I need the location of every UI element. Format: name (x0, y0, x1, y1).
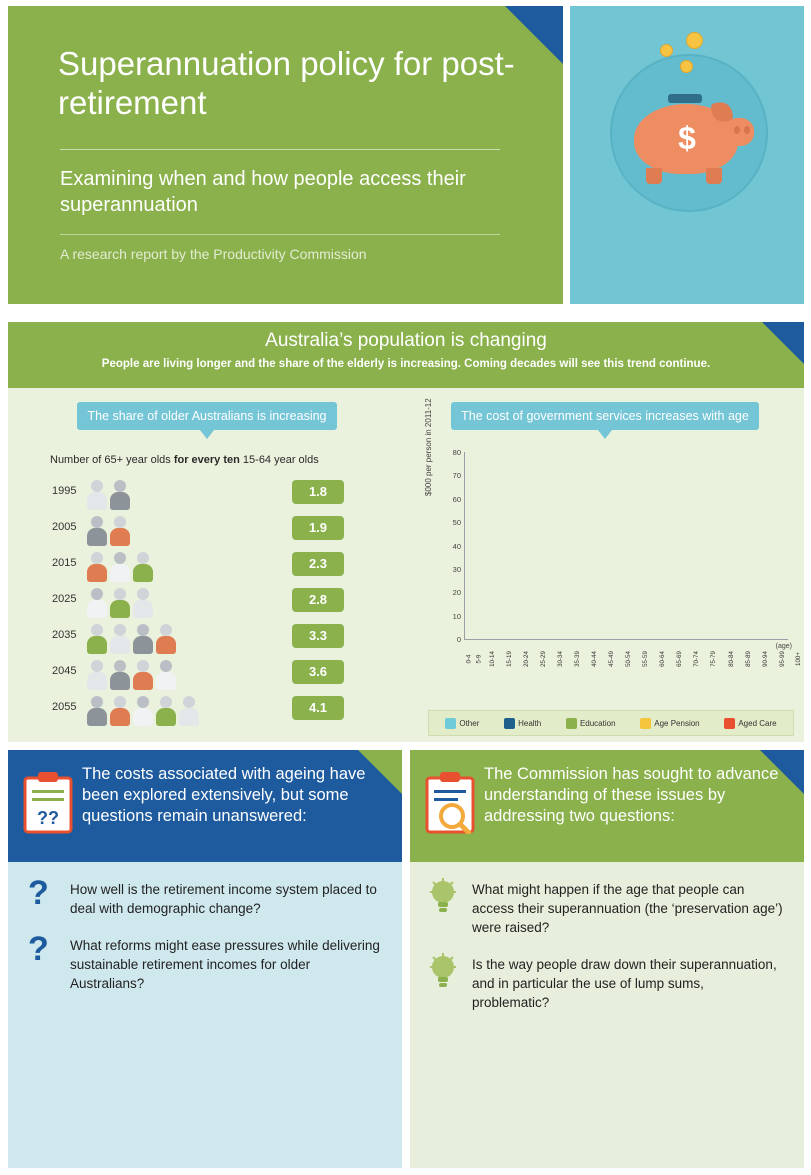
chart-y-tick: 50 (452, 518, 461, 528)
population-band (8, 322, 804, 388)
ratio-caption-post: 15-64 year olds (239, 454, 319, 466)
questions-section (8, 750, 804, 1168)
person-icon (109, 622, 131, 654)
ratio-year: 2055 (52, 701, 77, 713)
person-icon (155, 622, 177, 654)
chart-x-tick: 35-39 (574, 651, 582, 667)
chart-x-tick: 70-74 (693, 651, 701, 667)
ratio-row (8, 584, 406, 620)
chart-x-tick: 20-24 (523, 651, 531, 667)
person-icon (109, 478, 131, 510)
person-icons (86, 622, 178, 654)
question-item (410, 937, 804, 1012)
coins-icon (640, 718, 651, 729)
ratio-year: 2015 (52, 557, 77, 569)
person-icon (132, 658, 154, 690)
chart-y-tick: 0 (456, 635, 461, 644)
chart-y-axis-label: $000 per person in 2011-12 (424, 398, 433, 496)
person-icon (86, 478, 108, 510)
legend-item (724, 718, 776, 729)
chart-x-tick: 50-54 (625, 651, 633, 667)
unanswered-questions-column (8, 750, 402, 1168)
clipboard-question-icon (22, 772, 74, 834)
population-subtitle: People are living longer and the share of the elderly is increasing. Coming decades will see this trend continue. (101, 358, 711, 370)
corner-accent-icon (762, 322, 804, 364)
chart-y-tick: 30 (452, 564, 461, 574)
ratio-row (8, 692, 406, 728)
older-australians-tag: The share of older Australians is increasing (77, 402, 336, 430)
person-icons (86, 694, 201, 726)
ratio-row (8, 548, 406, 584)
lightbulb-icon (428, 953, 458, 991)
commission-questions-heading: The Commission has sought to advance understanding of these issues by addressing two questions: (484, 765, 779, 825)
commission-questions-body (410, 862, 804, 1168)
legend-label: Other (459, 718, 480, 728)
legend-label: Education (579, 718, 616, 728)
chart-plot-area (452, 448, 788, 644)
chart-bars (467, 452, 786, 639)
person-icons (86, 586, 155, 618)
legend-item (640, 718, 699, 729)
chart-x-labels (465, 651, 802, 667)
coin-icon (686, 32, 703, 49)
ratio-caption-bold: for every ten (173, 454, 240, 466)
commission-questions-header (410, 750, 804, 862)
ratio-value: 4.1 (292, 696, 344, 720)
person-icon (86, 622, 108, 654)
cost-of-services-panel (406, 388, 804, 742)
cost-services-tag: The cost of government services increases with age (451, 402, 759, 430)
person-icons (86, 478, 132, 510)
question-text: What might happen if the age that people can access their superannuation (the ‘preservation age’) were raised? (472, 882, 783, 935)
chart-y-tick: 80 (452, 448, 461, 457)
question-item (8, 918, 402, 993)
person-icon (109, 514, 131, 546)
person-icon (86, 658, 108, 690)
page-subtitle: Examining when and how people access their superannuation (60, 168, 466, 216)
lightbulb-icon (428, 878, 458, 916)
person-icon (155, 658, 177, 690)
chart-x-tick: 0-4 (465, 654, 473, 664)
chart-y-tick: 10 (452, 611, 461, 621)
ratio-value: 1.8 (292, 480, 344, 504)
person-icon (86, 514, 108, 546)
person-icon (109, 658, 131, 690)
ratio-year: 1995 (52, 485, 77, 497)
pig-nostril (744, 126, 750, 134)
ratio-caption (50, 454, 406, 466)
page-title: Superannuation policy for post-retirement (58, 45, 515, 121)
person-icon (132, 586, 154, 618)
ratio-year: 2025 (52, 593, 77, 605)
title-divider (60, 149, 500, 150)
chart-legend (428, 710, 794, 736)
chart-x-tick: 95-99 (778, 651, 786, 667)
coin-icon (680, 60, 693, 73)
ratio-row (8, 476, 406, 512)
header-illustration-panel (570, 6, 804, 304)
piggy-bank-icon (610, 54, 768, 212)
svg-text:??: ?? (37, 808, 59, 828)
population-section (8, 322, 804, 742)
unanswered-questions-heading: The costs associated with ageing have been explored extensively, but some questions remain unanswered: (82, 765, 366, 825)
pencil-icon (566, 718, 577, 729)
chart-x-tick: 15-19 (506, 651, 514, 667)
chart-x-tick: 75-79 (710, 651, 718, 667)
pig-nostril (734, 126, 740, 134)
question-mark-icon: ? (28, 930, 49, 968)
ratio-value: 1.9 (292, 516, 344, 540)
chart-x-tick: 25-29 (540, 651, 548, 667)
coin-icon (660, 44, 673, 57)
person-icon (132, 694, 154, 726)
chart-x-tick: 30-34 (557, 651, 565, 667)
commission-questions-column (410, 750, 804, 1168)
question-text: How well is the retirement income system placed to deal with demographic change? (70, 882, 377, 916)
ratio-year: 2045 (52, 665, 77, 677)
chart-x-tick: 40-44 (591, 651, 599, 667)
chart-y-tick: 40 (452, 541, 461, 551)
ratio-caption-pre: Number of 65+ year olds (50, 454, 174, 466)
unanswered-questions-body (8, 862, 402, 1168)
person-icon (109, 694, 131, 726)
ratio-value: 2.8 (292, 588, 344, 612)
pig-leg (646, 168, 662, 184)
chart-x-tick: 90-94 (761, 651, 769, 667)
person-icon (109, 550, 131, 582)
ratio-year: 2035 (52, 629, 77, 641)
ratio-value: 2.3 (292, 552, 344, 576)
dollar-sign-icon: $ (678, 120, 696, 156)
chart-age-note: (age) (775, 643, 792, 650)
question-text: What reforms might ease pressures while delivering sustainable retirement incomes for older Australians? (70, 938, 380, 991)
population-title: Australia’s population is changing (265, 330, 547, 351)
square-icon (445, 718, 456, 729)
chart-y-tick: 20 (452, 588, 461, 598)
unanswered-questions-header (8, 750, 402, 862)
person-icon (132, 550, 154, 582)
legend-item (566, 718, 616, 729)
question-item (410, 862, 804, 937)
chart-x-tick: 100+ (794, 652, 802, 666)
clipboard-magnifier-icon (424, 772, 476, 834)
chart-y-tick: 60 (452, 494, 461, 504)
question-mark-icon: ? (28, 874, 49, 912)
person-icon (86, 586, 108, 618)
person-icon (178, 694, 200, 726)
legend-item (445, 718, 479, 729)
ratio-row (8, 620, 406, 656)
chart-y-tick: 70 (452, 471, 461, 481)
chart-x-tick: 65-69 (676, 651, 684, 667)
ratio-value: 3.3 (292, 624, 344, 648)
legend-label: Aged Care (738, 718, 777, 728)
chart-x-tick: 85-89 (744, 651, 752, 667)
question-text: Is the way people draw down their superannuation, and in particular the use of lump sums, problematic? (472, 957, 777, 1010)
report-author: A research report by the Productivity Commission (60, 246, 367, 262)
person-icons (86, 658, 178, 690)
header-title-panel (8, 6, 563, 304)
elderly-person-icon (724, 718, 735, 729)
chart-x-tick: 60-64 (659, 651, 667, 667)
subtitle-divider (60, 234, 500, 235)
ratio-value: 3.6 (292, 660, 344, 684)
chart-x-tick: 55-59 (642, 651, 650, 667)
ratio-year: 2005 (52, 521, 77, 533)
older-australians-panel (8, 388, 406, 742)
legend-item (504, 718, 541, 729)
chart-x-tick: 10-14 (489, 651, 497, 667)
header-section (0, 0, 811, 310)
pig-leg (706, 168, 722, 184)
chart-x-tick: 80-84 (727, 651, 735, 667)
person-icons (86, 550, 155, 582)
ratio-rows (8, 476, 406, 728)
ratio-row (8, 656, 406, 692)
person-icon (132, 622, 154, 654)
chart-x-tick: 5-9 (475, 654, 483, 664)
legend-label: Age Pension (654, 718, 700, 728)
person-icon (155, 694, 177, 726)
person-icon (86, 550, 108, 582)
person-icons (86, 514, 132, 546)
person-icon (109, 586, 131, 618)
question-item (8, 862, 402, 918)
medical-cross-icon (504, 718, 515, 729)
legend-label: Health (518, 718, 542, 728)
ratio-row (8, 512, 406, 548)
person-icon (86, 694, 108, 726)
pig-coin-slot (668, 94, 702, 103)
chart-x-tick: 45-49 (608, 651, 616, 667)
